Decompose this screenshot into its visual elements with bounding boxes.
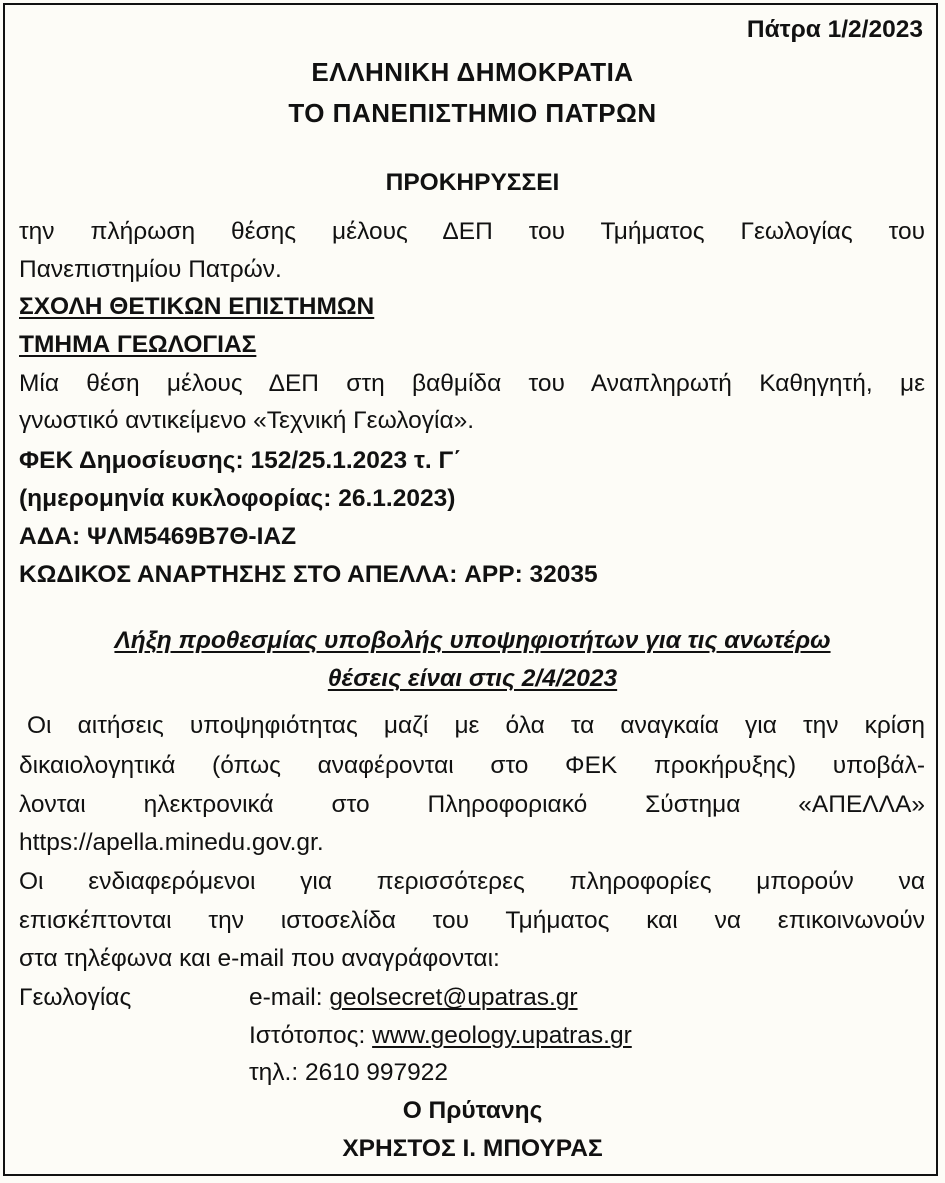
signatory-title: Ο Πρύτανης xyxy=(402,1097,543,1124)
intro-line-2: Πανεπιστημίου Πατρών. xyxy=(19,256,282,283)
position-line-2: γνωστικό αντικείμενο «Τεχνική Γεωλογία». xyxy=(19,407,475,434)
site-label: Ιστότοπος: xyxy=(249,1022,373,1049)
contact-site-row xyxy=(249,1021,632,1051)
department-name: ΤΜΗΜΑ ΓΕΩΛΟΓΙΑΣ xyxy=(19,331,257,358)
school-name: ΣΧΟΛΗ ΘΕΤΙΚΩΝ ΕΠΙΣΤΗΜΩΝ xyxy=(19,293,375,320)
header-republic: ΕΛΛΗΝΙΚΗ ΔΗΜΟΚΡΑΤΙΑ xyxy=(311,57,634,87)
applications-line-2: δικαιολογητικά (όπως αναφέρονται στο ΦΕΚ προκήρυξης) υποβάλ- xyxy=(19,752,925,779)
circulation-date: (ημερομηνία κυκλοφορίας: 26.1.2023) xyxy=(19,485,456,512)
applications-line-1: Οι αιτήσεις υποψηφιότητας μαζί με όλα τα αναγκαία για την κρίση xyxy=(27,712,925,739)
contact-department: Γεωλογίας xyxy=(19,984,132,1011)
position-line-1: Μία θέση μέλους ΔΕΠ στη βαθμίδα του Αναπληρωτή Καθηγητή, με xyxy=(19,370,925,397)
info-line-1: Οι ενδιαφερόμενοι για περισσότερες πληροφορίες μπορούν να xyxy=(19,868,925,895)
fek-publication: ΦΕΚ Δημοσίευσης: 152/25.1.2023 τ. Γ΄ xyxy=(19,447,462,474)
apella-code: ΚΩΔΙΚΟΣ ΑΝΑΡΤΗΣΗΣ ΣΤΟ ΑΠΕΛΛΑ: APP: 32035 xyxy=(19,561,598,588)
contact-email-row xyxy=(249,983,578,1013)
ada-code: ΑΔΑ: ΨΛΜ5469Β7Θ-ΙΑΖ xyxy=(19,523,297,550)
deadline-line-2: θέσεις είναι στις 2/4/2023 xyxy=(327,665,618,692)
info-line-3: στα τηλέφωνα και e-mail που αναγράφονται: xyxy=(19,945,500,972)
email-label: e-mail: xyxy=(249,984,330,1011)
announcement-date: Πάτρα 1/2/2023 xyxy=(746,16,923,43)
deadline-line-1: Λήξη προθεσμίας υποβολής υποψηφιοτήτων για τις ανωτέρω xyxy=(114,627,831,654)
header-university: ΤΟ ΠΑΝΕΠΙΣΤΗΜΙΟ ΠΑΤΡΩΝ xyxy=(288,98,657,128)
proclaims-heading: ΠΡΟΚΗΡΥΣΣΕΙ xyxy=(385,169,560,196)
applications-line-3: λονται ηλεκτρονικά στο Πληροφοριακό Σύστημα «ΑΠΕΛΛΑ» xyxy=(19,791,925,818)
info-line-2: επισκέπτονται την ιστοσελίδα του Τμήματος και να επικοινωνούν xyxy=(19,907,925,934)
intro-line-1: την πλήρωση θέσης μέλους ΔΕΠ του Τμήματος Γεωλογίας του xyxy=(19,218,925,245)
contact-phone: τηλ.: 2610 997922 xyxy=(249,1059,449,1086)
email-link[interactable]: geolsecret@upatras.gr xyxy=(329,984,578,1011)
apella-url: https://apella.minedu.gov.gr. xyxy=(19,829,324,856)
website-link[interactable]: www.geology.upatras.gr xyxy=(372,1022,632,1049)
signatory-name: ΧΡΗΣΤΟΣ Ι. ΜΠΟΥΡΑΣ xyxy=(342,1135,603,1162)
